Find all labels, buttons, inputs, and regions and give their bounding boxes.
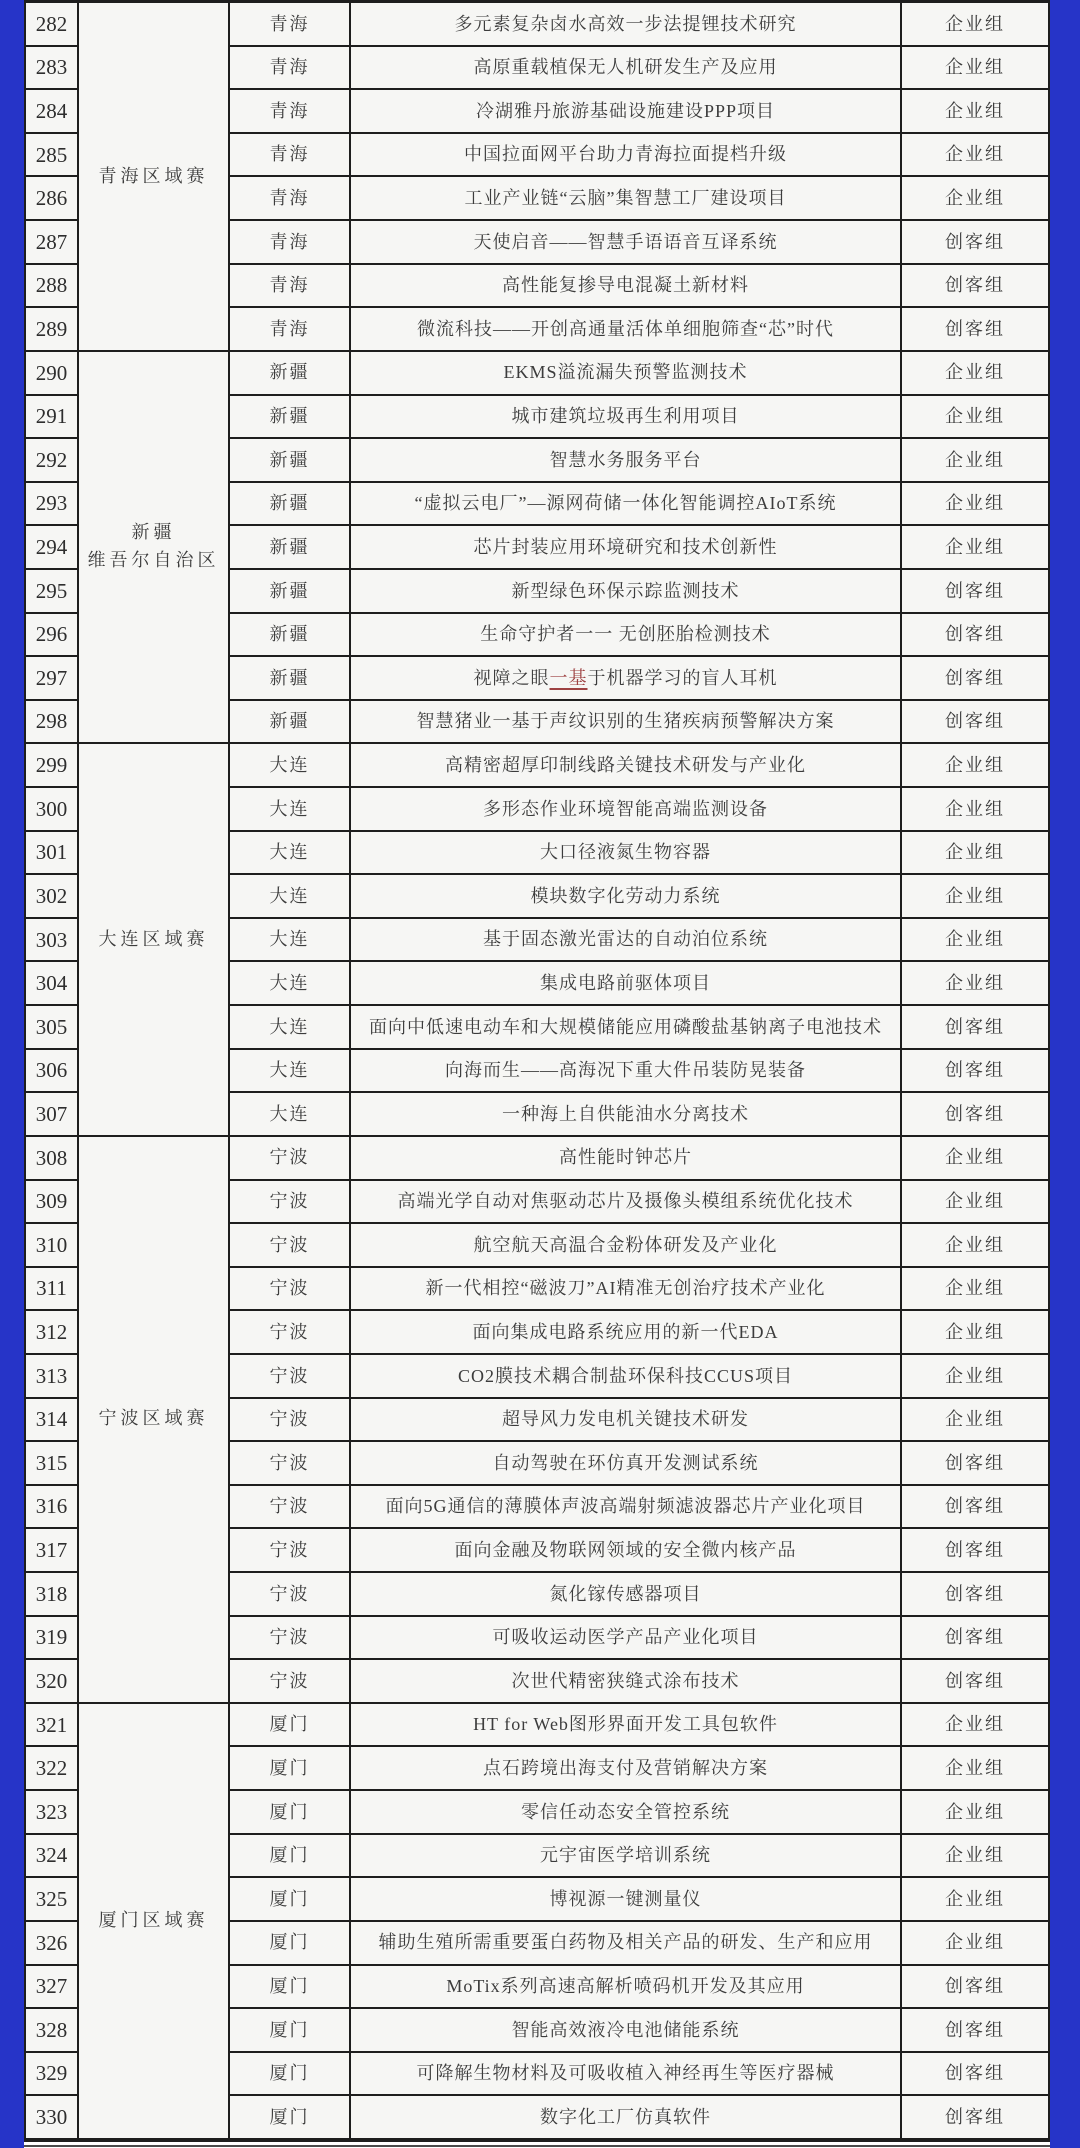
- region-cell: 厦门: [230, 1791, 351, 1835]
- right-blue-margin: [1050, 0, 1080, 2148]
- region-cell: 新疆: [230, 701, 351, 745]
- group-cell: 企业组: [902, 1268, 1048, 1312]
- row-number-cell: 318: [26, 1573, 79, 1617]
- group-cell: 创客组: [902, 701, 1048, 745]
- group-cell: 创客组: [902, 1660, 1048, 1704]
- region-cell: 厦门: [230, 1747, 351, 1791]
- region-cell: 大连: [230, 788, 351, 832]
- region-cell: 宁波: [230, 1181, 351, 1225]
- row-number-cell: 314: [26, 1399, 79, 1443]
- row-number-cell: 288: [26, 265, 79, 309]
- row-number-cell: 300: [26, 788, 79, 832]
- project-name-cell: 多形态作业环境智能高端监测设备: [351, 788, 902, 832]
- row-number-cell: 325: [26, 1878, 79, 1922]
- row-number-cell: 330: [26, 2096, 79, 2140]
- row-number-cell: 285: [26, 134, 79, 178]
- red-underlined-text: 一基: [549, 667, 588, 688]
- row-number-cell: 311: [26, 1268, 79, 1312]
- group-cell: 企业组: [902, 47, 1048, 91]
- project-name-cell: 智慧水务服务平台: [351, 439, 902, 483]
- project-name-cell: 多元素复杂卤水高效一步法提锂技术研究: [351, 3, 902, 47]
- region-cell: 宁波: [230, 1442, 351, 1486]
- project-name-cell: 微流科技——开创高通量活体单细胞筛查“芯”时代: [351, 308, 902, 352]
- project-name-cell: HT for Web图形界面开发工具包软件: [351, 1704, 902, 1748]
- region-cell: 宁波: [230, 1399, 351, 1443]
- group-cell: 企业组: [902, 439, 1048, 483]
- region-cell: 新疆: [230, 439, 351, 483]
- project-name-cell: 高性能复掺导电混凝土新材料: [351, 265, 902, 309]
- section-name-line: 大连区域赛: [98, 928, 209, 949]
- project-name-cell: 自动驾驶在环仿真开发测试系统: [351, 1442, 902, 1486]
- row-number-cell: 286: [26, 177, 79, 221]
- region-cell: 宁波: [230, 1355, 351, 1399]
- row-number-cell: 297: [26, 657, 79, 701]
- region-cell: 新疆: [230, 396, 351, 440]
- project-name-cell: 氮化镓传感器项目: [351, 1573, 902, 1617]
- row-number-cell: 313: [26, 1355, 79, 1399]
- group-cell: 创客组: [902, 657, 1048, 701]
- project-name-cell: 面向中低速电动车和大规模储能应用磷酸盐基钠离子电池技术: [351, 1006, 902, 1050]
- group-cell: 创客组: [902, 1050, 1048, 1094]
- project-name-cell: 智慧猪业一基于声纹识别的生猪疾病预警解决方案: [351, 701, 902, 745]
- project-name-cell: 大口径液氮生物容器: [351, 832, 902, 876]
- project-name-cell: “虚拟云电厂”—源网荷储一体化智能调控AIoT系统: [351, 483, 902, 527]
- left-blue-margin: [0, 0, 24, 2148]
- region-cell: 厦门: [230, 1966, 351, 2010]
- region-cell: 宁波: [230, 1224, 351, 1268]
- group-cell: 企业组: [902, 526, 1048, 570]
- region-cell: 宁波: [230, 1573, 351, 1617]
- project-name-cell: 新型绿色环保示踪监测技术: [351, 570, 902, 614]
- row-number-cell: 321: [26, 1704, 79, 1748]
- project-name-cell: 城市建筑垃圾再生利用项目: [351, 396, 902, 440]
- row-number-cell: 290: [26, 352, 79, 396]
- group-cell: 创客组: [902, 614, 1048, 658]
- region-cell: 厦门: [230, 2096, 351, 2140]
- project-name-cell: 点石跨境出海支付及营销解决方案: [351, 1747, 902, 1791]
- region-cell: 青海: [230, 221, 351, 265]
- project-name-cell: 模块数字化劳动力系统: [351, 875, 902, 919]
- section-name-line: 宁波区域赛: [98, 1408, 209, 1429]
- group-cell: 创客组: [902, 221, 1048, 265]
- group-cell: 企业组: [902, 744, 1048, 788]
- group-cell: 创客组: [902, 308, 1048, 352]
- region-cell: 青海: [230, 90, 351, 134]
- region-cell: 厦门: [230, 1878, 351, 1922]
- region-cell: 大连: [230, 744, 351, 788]
- project-name-cell: 面向集成电路系统应用的新一代EDA: [351, 1311, 902, 1355]
- project-name-cell: 高精密超厚印制线路关键技术研发与产业化: [351, 744, 902, 788]
- region-cell: 宁波: [230, 1311, 351, 1355]
- row-number-cell: 304: [26, 962, 79, 1006]
- region-cell: 大连: [230, 1050, 351, 1094]
- row-number-cell: 303: [26, 919, 79, 963]
- group-cell: 企业组: [902, 1311, 1048, 1355]
- section-name-cell: [79, 744, 230, 1137]
- row-number-cell: 283: [26, 47, 79, 91]
- group-cell: 企业组: [902, 1355, 1048, 1399]
- group-cell: 企业组: [902, 1704, 1048, 1748]
- project-name-cell: 智能高效液冷电池储能系统: [351, 2009, 902, 2053]
- project-name-cell: MoTix系列高速高解析喷码机开发及其应用: [351, 1966, 902, 2010]
- region-cell: 大连: [230, 1006, 351, 1050]
- project-name-cell: 新一代相控“磁波刀”AI精准无创治疗技术产业化: [351, 1268, 902, 1312]
- section-name-line: 新疆: [131, 522, 176, 543]
- row-number-cell: 292: [26, 439, 79, 483]
- row-number-cell: 305: [26, 1006, 79, 1050]
- row-number-cell: 308: [26, 1137, 79, 1181]
- row-number-cell: 287: [26, 221, 79, 265]
- row-number-cell: 293: [26, 483, 79, 527]
- project-name-cell: 天使启音——智慧手语语音互译系统: [351, 221, 902, 265]
- row-number-cell: 307: [26, 1093, 79, 1137]
- row-number-cell: 323: [26, 1791, 79, 1835]
- group-cell: 企业组: [902, 1181, 1048, 1225]
- project-name-cell: 冷湖雅丹旅游基础设施建设PPP项目: [351, 90, 902, 134]
- region-cell: 新疆: [230, 570, 351, 614]
- project-name-cell: EKMS溢流漏失预警监测技术: [351, 352, 902, 396]
- group-cell: 创客组: [902, 1966, 1048, 2010]
- section-name-cell: [79, 1704, 230, 2140]
- group-cell: 企业组: [902, 483, 1048, 527]
- project-name-cell: 博视源一键测量仪: [351, 1878, 902, 1922]
- group-cell: 企业组: [902, 832, 1048, 876]
- row-number-cell: 328: [26, 2009, 79, 2053]
- group-cell: 创客组: [902, 1006, 1048, 1050]
- region-cell: 新疆: [230, 483, 351, 527]
- region-cell: 宁波: [230, 1137, 351, 1181]
- group-cell: 创客组: [902, 1617, 1048, 1661]
- row-number-cell: 289: [26, 308, 79, 352]
- region-cell: 青海: [230, 177, 351, 221]
- row-number-cell: 282: [26, 3, 79, 47]
- row-number-cell: 317: [26, 1529, 79, 1573]
- row-number-cell: 294: [26, 526, 79, 570]
- project-name-cell: 数字化工厂仿真软件: [351, 2096, 902, 2140]
- group-cell: 创客组: [902, 2009, 1048, 2053]
- group-cell: 企业组: [902, 1878, 1048, 1922]
- section-name-line: 维吾尔自治区: [87, 550, 220, 571]
- region-cell: 大连: [230, 962, 351, 1006]
- region-cell: 厦门: [230, 1922, 351, 1966]
- next-row-top-border: [24, 2145, 1050, 2147]
- region-cell: 厦门: [230, 2009, 351, 2053]
- section-name-cell: [79, 352, 230, 745]
- group-cell: 企业组: [902, 396, 1048, 440]
- section-name-line: 青海区域赛: [98, 165, 209, 186]
- project-name-cell: 芯片封装应用环境研究和技术创新性: [351, 526, 902, 570]
- row-number-cell: 302: [26, 875, 79, 919]
- region-cell: 青海: [230, 308, 351, 352]
- group-cell: 创客组: [902, 265, 1048, 309]
- group-cell: 企业组: [902, 352, 1048, 396]
- project-name-cell: 集成电路前驱体项目: [351, 962, 902, 1006]
- group-cell: 企业组: [902, 1399, 1048, 1443]
- row-number-cell: 326: [26, 1922, 79, 1966]
- group-cell: 创客组: [902, 1573, 1048, 1617]
- project-name-cell: 可吸收运动医学产品产业化项目: [351, 1617, 902, 1661]
- region-cell: 宁波: [230, 1268, 351, 1312]
- group-cell: 企业组: [902, 1922, 1048, 1966]
- group-cell: 企业组: [902, 1224, 1048, 1268]
- region-cell: 厦门: [230, 1835, 351, 1879]
- section-name-cell: [79, 3, 230, 352]
- group-cell: 企业组: [902, 177, 1048, 221]
- region-cell: 大连: [230, 1093, 351, 1137]
- region-cell: 宁波: [230, 1486, 351, 1530]
- project-name-cell: 高端光学自动对焦驱动芯片及摄像头模组系统优化技术: [351, 1181, 902, 1225]
- row-number-cell: 301: [26, 832, 79, 876]
- row-number-cell: 295: [26, 570, 79, 614]
- row-number-cell: 296: [26, 614, 79, 658]
- project-name-cell: 航空航天高温合金粉体研发及产业化: [351, 1224, 902, 1268]
- group-cell: 企业组: [902, 875, 1048, 919]
- row-number-cell: 306: [26, 1050, 79, 1094]
- row-number-cell: 329: [26, 2053, 79, 2097]
- group-cell: 企业组: [902, 134, 1048, 178]
- group-cell: 企业组: [902, 788, 1048, 832]
- project-name-cell: 视障之眼 一基 于机器学习的盲人耳机: [351, 657, 902, 701]
- row-number-cell: 322: [26, 1747, 79, 1791]
- group-cell: 创客组: [902, 2096, 1048, 2140]
- project-name-cell: 工业产业链“云脑”集智慧工厂建设项目: [351, 177, 902, 221]
- region-cell: 新疆: [230, 657, 351, 701]
- region-cell: 大连: [230, 875, 351, 919]
- group-cell: 企业组: [902, 3, 1048, 47]
- group-cell: 企业组: [902, 1791, 1048, 1835]
- region-cell: 新疆: [230, 614, 351, 658]
- row-number-cell: 298: [26, 701, 79, 745]
- region-cell: 大连: [230, 832, 351, 876]
- section-name-cell: [79, 1137, 230, 1704]
- project-name-cell: 次世代精密狭缝式涂布技术: [351, 1660, 902, 1704]
- row-number-cell: 319: [26, 1617, 79, 1661]
- group-cell: 创客组: [902, 1529, 1048, 1573]
- group-cell: 创客组: [902, 2053, 1048, 2097]
- project-name-cell: 基于固态激光雷达的自动泊位系统: [351, 919, 902, 963]
- row-number-cell: 312: [26, 1311, 79, 1355]
- region-cell: 新疆: [230, 352, 351, 396]
- row-number-cell: 316: [26, 1486, 79, 1530]
- section-name-line: 厦门区域赛: [98, 1909, 209, 1930]
- region-cell: 新疆: [230, 526, 351, 570]
- group-cell: 企业组: [902, 1747, 1048, 1791]
- group-cell: 企业组: [902, 962, 1048, 1006]
- row-number-cell: 284: [26, 90, 79, 134]
- row-number-cell: 299: [26, 744, 79, 788]
- project-name-cell: 向海而生——高海况下重大件吊装防晃装备: [351, 1050, 902, 1094]
- results-table: [24, 0, 1050, 2142]
- region-cell: 青海: [230, 3, 351, 47]
- region-cell: 青海: [230, 265, 351, 309]
- region-cell: 宁波: [230, 1529, 351, 1573]
- group-cell: 企业组: [902, 1835, 1048, 1879]
- project-name-cell: 元宇宙医学培训系统: [351, 1835, 902, 1879]
- project-name-cell: 高性能时钟芯片: [351, 1137, 902, 1181]
- group-cell: 创客组: [902, 1093, 1048, 1137]
- group-cell: 创客组: [902, 570, 1048, 614]
- group-cell: 企业组: [902, 1137, 1048, 1181]
- region-cell: 宁波: [230, 1660, 351, 1704]
- region-cell: 青海: [230, 134, 351, 178]
- project-name-cell: 一种海上自供能油水分离技术: [351, 1093, 902, 1137]
- project-name-cell: 面向5G通信的薄膜体声波高端射频滤波器芯片产业化项目: [351, 1486, 902, 1530]
- region-cell: 宁波: [230, 1617, 351, 1661]
- row-number-cell: 324: [26, 1835, 79, 1879]
- row-number-cell: 315: [26, 1442, 79, 1486]
- row-number-cell: 309: [26, 1181, 79, 1225]
- group-cell: 创客组: [902, 1442, 1048, 1486]
- row-number-cell: 327: [26, 1966, 79, 2010]
- region-cell: 厦门: [230, 2053, 351, 2097]
- project-name-cell: 超导风力发电机关键技术研发: [351, 1399, 902, 1443]
- project-name-cell: CO2膜技术耦合制盐环保科技CCUS项目: [351, 1355, 902, 1399]
- project-name-cell: 可降解生物材料及可吸收植入神经再生等医疗器械: [351, 2053, 902, 2097]
- group-cell: 企业组: [902, 919, 1048, 963]
- project-name-cell: 中国拉面网平台助力青海拉面提档升级: [351, 134, 902, 178]
- region-cell: 大连: [230, 919, 351, 963]
- row-number-cell: 310: [26, 1224, 79, 1268]
- project-name-cell: 零信任动态安全管控系统: [351, 1791, 902, 1835]
- project-name-cell: 面向金融及物联网领域的安全微内核产品: [351, 1529, 902, 1573]
- region-cell: 青海: [230, 47, 351, 91]
- group-cell: 创客组: [902, 1486, 1048, 1530]
- group-cell: 企业组: [902, 90, 1048, 134]
- project-name-cell: 生命守护者一一 无创胚胎检测技术: [351, 614, 902, 658]
- project-name-cell: 高原重载植保无人机研发生产及应用: [351, 47, 902, 91]
- row-number-cell: 320: [26, 1660, 79, 1704]
- region-cell: 厦门: [230, 1704, 351, 1748]
- row-number-cell: 291: [26, 396, 79, 440]
- project-name-cell: 辅助生殖所需重要蛋白药物及相关产品的研发、生产和应用: [351, 1922, 902, 1966]
